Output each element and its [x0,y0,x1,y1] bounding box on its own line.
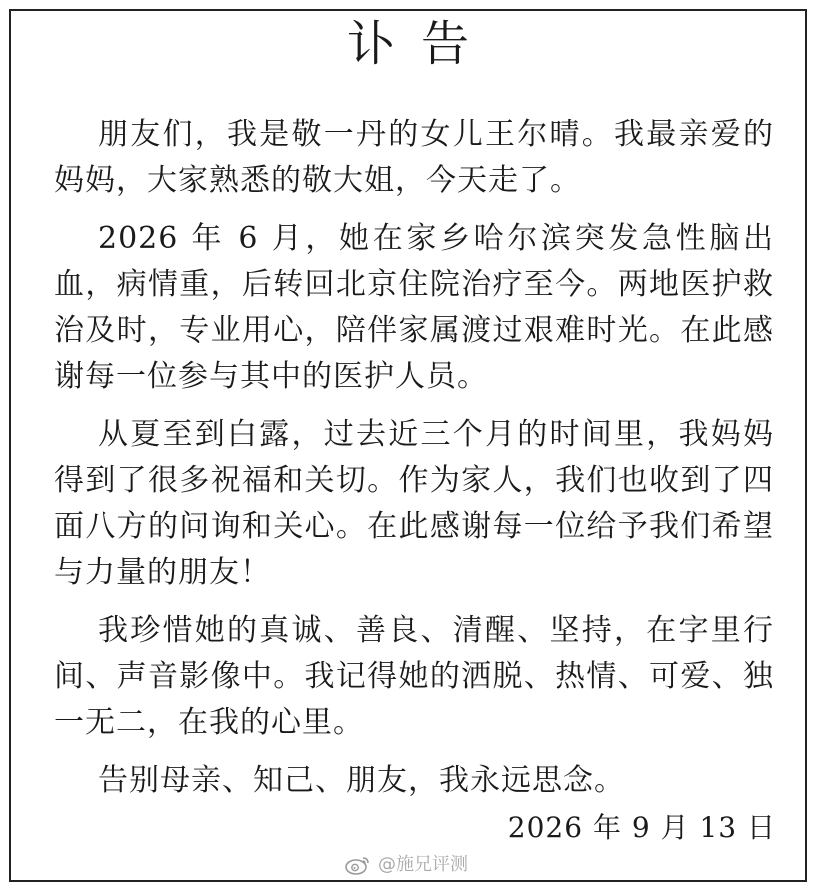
paragraph-intro: 朋友们，我是敬一丹的女儿王尔晴。我最亲爱的妈妈，大家熟悉的敬大姐，今天走了。 [54,117,774,198]
weibo-logo-icon [344,855,372,875]
document-body [54,112,774,816]
watermark [344,854,468,876]
paragraph-farewell: 告别母亲、知己、朋友，我永远思念。 [98,763,625,798]
paragraph-memory: 我珍惜她的真诚、善良、清醒、坚持，在字里行间、声音影像中。我记得她的洒脱、热情、可爱、独一无二，在我的心里。 [54,613,774,740]
watermark-text: @施兄评测 [378,854,468,875]
paragraph-illness: 2026 年 6 月，她在家乡哈尔滨突发急性脑出血，病情重，后转回北京住院治疗至今。两地医护救治及时，专业用心，陪伴家属渡过艰难时光。在此感谢每一位参与其中的医护人员。 [54,221,774,394]
document-title: 讣告 [346,16,495,72]
document-date: 2026 年 9 月 13 日 [507,811,776,844]
paragraph-thanks: 从夏至到白露，过去近三个月的时间里，我妈妈得到了很多祝福和关切。作为家人，我们也收到了四面八方的问询和关心。在此感谢每一位给予我们希望与力量的朋友！ [54,417,774,590]
